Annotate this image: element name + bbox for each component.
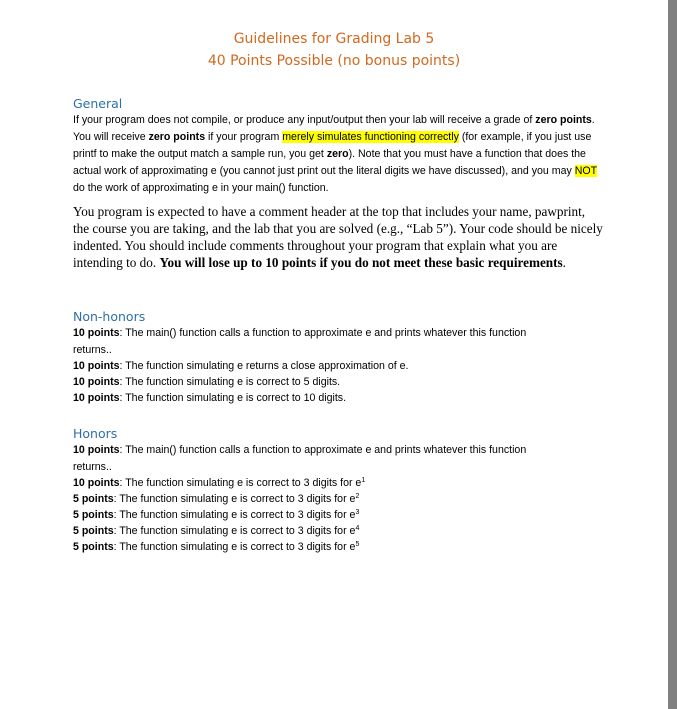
honors-heading: Honors	[73, 426, 118, 441]
non-honors-item: 10 points: The function simulating e returns a close approximation of e.	[73, 360, 409, 372]
non-honors-item: 10 points: The main() function calls a function to approximate e and prints whatever this function	[73, 327, 527, 339]
document-title: Guidelines for Grading Lab 5	[233, 31, 435, 47]
honors-item: 10 points: The function simulating e is correct to 3 digits for $e^1$	[73, 477, 366, 489]
highlighted-phrase: merely simulates functioning correctly	[282, 131, 459, 143]
general-paragraph-2: You program is expected to have a comment header at the top that includes your name, pawprint, the course you are taking, and the lab that you are solved (e.g., “Lab 5”). Your code should be nicely indented. You should include comments throughout your program that explain what you are intending to do. You will lose up to 10 points if you do not meet these basic requirements.	[73, 204, 603, 270]
highlighted-not: NOT	[574, 165, 597, 177]
document-subtitle: 40 Points Possible (no bonus points)	[207, 53, 461, 69]
non-honors-item: 10 points: The function simulating e is correct to 5 digits.	[73, 376, 341, 388]
viewer-scrollbar-edge	[668, 0, 677, 709]
honors-item: 5 points: The function simulating e is correct to 3 digits for $e^2$	[73, 493, 360, 505]
non-honors-item: returns..	[73, 344, 112, 356]
honors-item: 10 points: The main() function calls a function to approximate e and prints whatever this function	[73, 444, 527, 456]
non-honors-item: 10 points: The function simulating e is correct to 10 digits.	[73, 392, 347, 404]
honors-item: 5 points: The function simulating e is correct to 3 digits for $e^4$	[73, 525, 360, 537]
honors-item: 5 points: The function simulating e is correct to 3 digits for $e^3$	[73, 509, 360, 521]
honors-item: returns..	[73, 461, 112, 473]
non-honors-heading: Non-honors	[73, 309, 146, 324]
general-paragraph-1: If your program does not compile, or produce any input/output then your lab will receive a grade of zero points. You will receive zero points if your program merely simulates functioning correctly (for example, if you just use printf to make the output match a sample run, you get zero). Note that you must have a function that does the actual work of approximating e (you cannot just print out the literal digits we have discussed), and you may NOT do the work of approximating e in your main() function.	[73, 114, 597, 194]
general-heading: General	[73, 96, 123, 111]
honors-item: 5 points: The function simulating e is correct to 3 digits for $e^5$	[73, 541, 360, 553]
